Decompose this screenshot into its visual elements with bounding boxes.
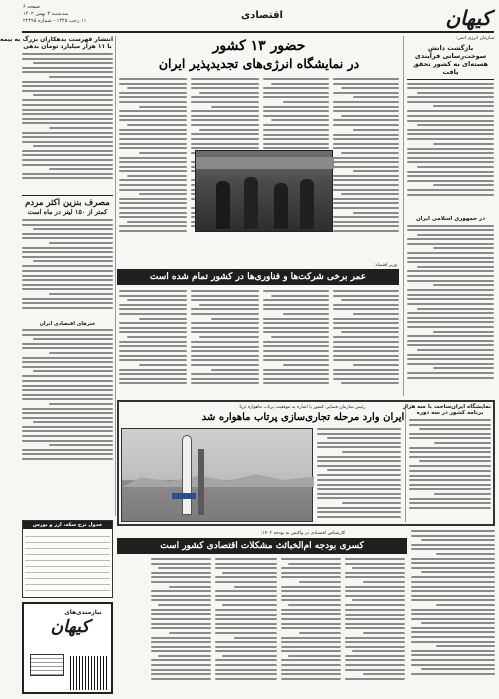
ad-box bbox=[22, 602, 113, 694]
divider-left bbox=[115, 36, 116, 516]
ad-subtitle: نیازمندی‌های bbox=[64, 609, 102, 616]
bottom-right-body bbox=[411, 530, 495, 694]
lead-body-col-1 bbox=[333, 78, 399, 258]
budget-body-1 bbox=[345, 558, 405, 694]
section-title: اقتصادی bbox=[241, 10, 283, 21]
lead-title-1: حضور ۱۳ کشور bbox=[212, 38, 306, 54]
left-rule bbox=[22, 195, 113, 196]
page-label: صفحه ۶ bbox=[23, 4, 40, 10]
left-headline-1b: با ۱۱ هزار میلیارد تومان بدهی bbox=[23, 43, 112, 50]
lead-body-col-4 bbox=[119, 78, 187, 258]
companies-kicker: وزیر اقتصاد: bbox=[373, 263, 397, 268]
masthead-rule bbox=[22, 31, 494, 33]
ad-stamp bbox=[30, 654, 64, 676]
photo-figure bbox=[216, 181, 230, 229]
photo-figure bbox=[274, 183, 288, 229]
divider-right bbox=[403, 36, 404, 396]
left-headline-1: انتشار فهرست بدهکاران بزرگ به بیمه bbox=[0, 36, 113, 43]
companies-headline: عمر برخی شرکت‌ها و فناوری‌ها در کشور تمام شده است bbox=[149, 272, 367, 282]
mountain-shape bbox=[122, 473, 314, 487]
companies-body-2 bbox=[263, 290, 329, 400]
budget-headline: کسری بودجه ام‌الخبائث مشکلات اقتصادی کشور است bbox=[160, 541, 364, 551]
companies-body-3 bbox=[191, 290, 259, 400]
budget-body-4 bbox=[151, 558, 211, 694]
satellite-side bbox=[402, 404, 491, 522]
satellite-side-body bbox=[409, 419, 491, 519]
rates-grid bbox=[25, 531, 110, 595]
satellite-kicker: رئیس سازمان فضایی کشور با اشاره به موفقیت پرتاب ماهواره ثریا: bbox=[238, 405, 366, 410]
right-rule bbox=[407, 79, 494, 80]
ad-logo: کیهان bbox=[50, 617, 90, 637]
companies-headline-bar bbox=[117, 269, 399, 285]
right-column bbox=[407, 36, 494, 396]
issue-number: ۱۱ رجب ۱۴۴۵ - شماره ۲۲۴۹۵ bbox=[23, 18, 87, 24]
logo: کیهان bbox=[445, 6, 491, 30]
budget-headline-bar bbox=[117, 538, 407, 554]
left-body-2 bbox=[22, 219, 113, 319]
right-body-2 bbox=[407, 225, 494, 405]
left-headline-2b: کمتر از ۱۵۰ لیتر در ماه است bbox=[27, 208, 108, 216]
companies-body-1 bbox=[333, 290, 399, 400]
right-subhead: در جمهوری اسلامی ایران bbox=[415, 215, 486, 222]
rocket-photo bbox=[121, 428, 313, 522]
rates-table bbox=[22, 520, 113, 598]
photo-figure bbox=[300, 179, 314, 229]
satellite-headline: ایران وارد مرحله تجاری‌سازی پرتاب ماهواره شد bbox=[201, 412, 405, 423]
satellite-side-head: نمایشگاه ایران‌ساخت با سه هزار bbox=[402, 404, 491, 410]
left-headline-2: مصرف بنزین اکثر مردم bbox=[25, 198, 110, 208]
satellite-side-head-2: برنامه کشور در سه دوره bbox=[416, 410, 484, 416]
launch-tower bbox=[198, 449, 204, 515]
issue-date: سه‌شنبه ۳ بهمن ۱۴۰۲ bbox=[23, 11, 69, 17]
rocket-body bbox=[182, 435, 192, 515]
left-subhead: خبرهای اقتصادی ایران bbox=[39, 321, 96, 327]
budget-body-3 bbox=[215, 558, 277, 694]
rocket-logo bbox=[172, 493, 196, 499]
budget-kicker: کارشناس اقتصادی در واکنش به بودجه ۱۴۰۳: bbox=[260, 531, 346, 536]
masthead bbox=[17, 0, 499, 34]
satellite-body-1 bbox=[317, 428, 401, 518]
budget-body-2 bbox=[281, 558, 341, 694]
ad-barcode bbox=[70, 656, 108, 690]
right-kicker: سازمان انرژی اتمی: bbox=[455, 36, 494, 41]
companies-body-4 bbox=[119, 290, 187, 400]
left-column bbox=[0, 36, 113, 516]
left-body-3 bbox=[22, 329, 113, 479]
photo-figure bbox=[244, 177, 258, 229]
lead-photo bbox=[195, 150, 333, 232]
right-body bbox=[407, 83, 494, 213]
rates-table-title: جدول نرخ سکه، ارز و بورس bbox=[23, 521, 112, 529]
right-headline: بازگشت دانش سوخت‌رسانی فرآیندی هسته‌ای به کشور تحقق یافت bbox=[413, 43, 488, 76]
left-body-1 bbox=[22, 53, 113, 193]
lead-title-2: در نمایشگاه انرژی‌های تجدیدپذیر ایران bbox=[158, 56, 360, 71]
satellite-divider bbox=[405, 404, 406, 522]
photo-banner bbox=[196, 157, 334, 169]
